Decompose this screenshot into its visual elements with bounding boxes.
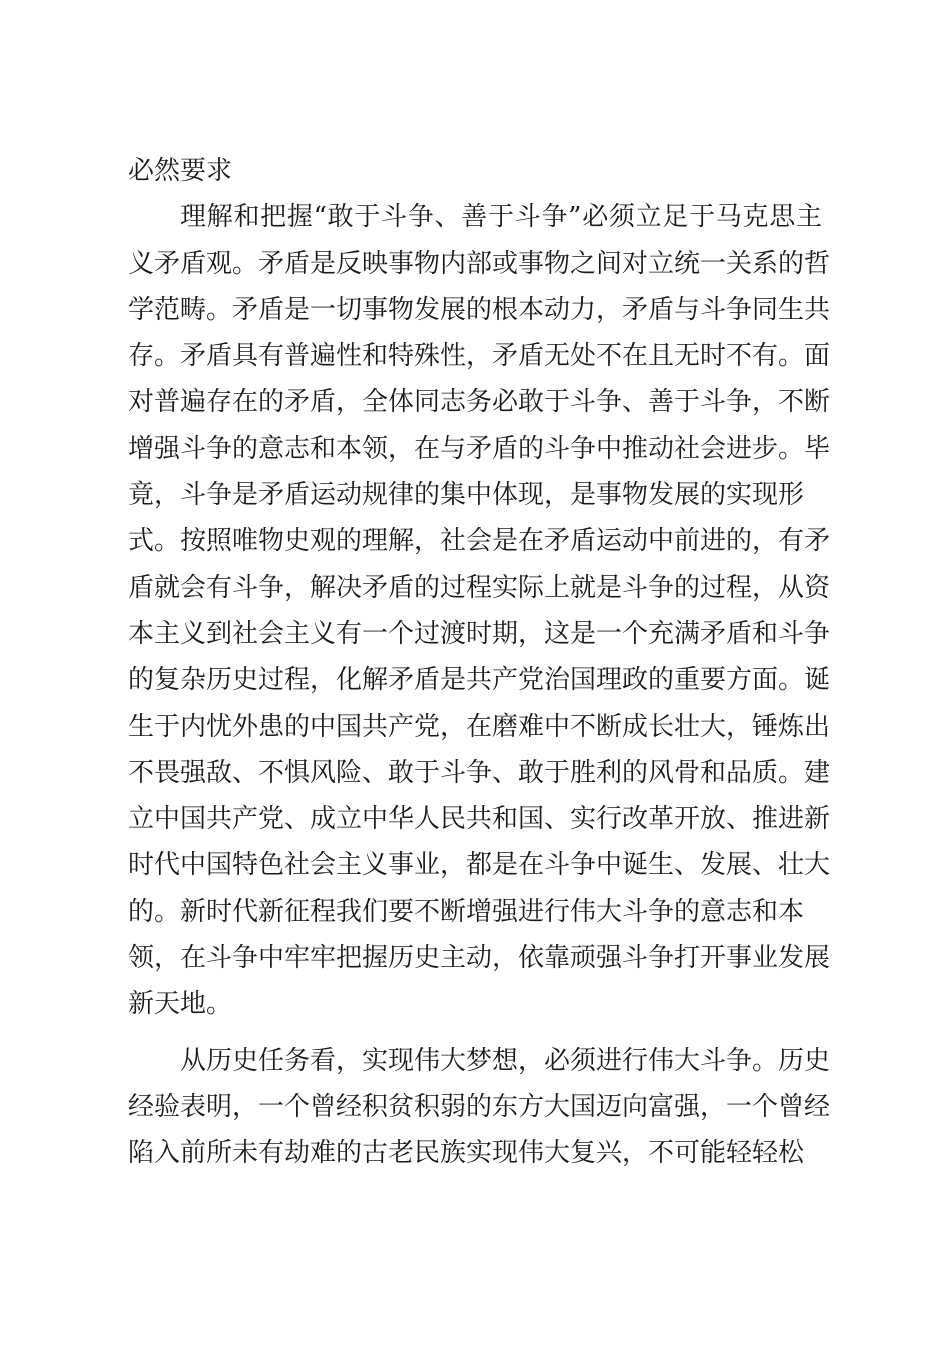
paragraph-line: 新天地。 — [128, 989, 233, 1020]
paragraph-line: 式。按照唯物史观的理解，社会是在矛盾运动中前进的，有矛 — [128, 526, 831, 557]
paragraph-line: 竟，斗争是矛盾运动规律的集中体现，是事物发展的实现形 — [128, 480, 805, 511]
section-heading-tail: 必然要求 — [128, 156, 233, 186]
document-body — [128, 148, 831, 1177]
paragraph-line: 领，在斗争中牢牢把握历史主动，依靠顽强斗争打开事业发展 — [128, 943, 831, 974]
paragraph-2 — [128, 1038, 831, 1177]
paragraph-line: 学范畴。矛盾是一切事物发展的根本动力，矛盾与斗争同生共 — [128, 294, 831, 325]
paragraph-line: 从历史任务看，实现伟大梦想，必须进行伟大斗争。历史 — [180, 1045, 831, 1076]
paragraph-1 — [128, 194, 831, 1027]
paragraph-line: 对普遍存在的矛盾，全体同志务必敢于斗争、善于斗争，不断 — [128, 387, 831, 418]
paragraph-line: 不畏强敌、不惧风险、敢于斗争、敢于胜利的风骨和品质。建 — [128, 757, 831, 788]
paragraph-line: 增强斗争的意志和本领，在与矛盾的斗争中推动社会进步。毕 — [128, 433, 831, 464]
paragraph-line: 的。新时代新征程我们要不断增强进行伟大斗争的意志和本 — [128, 896, 805, 927]
paragraph-line: 存。矛盾具有普遍性和特殊性，矛盾无处不在且无时不有。面 — [128, 341, 831, 372]
paragraph-line: 义矛盾观。矛盾是反映事物内部或事物之间对立统一关系的哲 — [128, 248, 831, 279]
paragraph-line: 理解和把握“敢于斗争、善于斗争”必须立足于马克思主 — [180, 202, 822, 233]
paragraph-line: 生于内忧外患的中国共产党，在磨难中不断成长壮大，锤炼出 — [128, 711, 831, 742]
paragraph-spacer — [128, 1028, 822, 1038]
paragraph-line: 立中国共产党、成立中华人民共和国、实行改革开放、推进新 — [128, 804, 831, 835]
paragraph-line: 的复杂历史过程，化解矛盾是共产党治国理政的重要方面。诞 — [128, 665, 831, 696]
paragraph-line: 本主义到社会主义有一个过渡时期，这是一个充满矛盾和斗争 — [128, 618, 831, 649]
paragraph-line: 时代中国特色社会主义事业，都是在斗争中诞生、发展、壮大 — [128, 850, 831, 881]
paragraph-line: 经验表明，一个曾经积贫积弱的东方大国迈向富强，一个曾经 — [128, 1091, 831, 1122]
paragraph-line: 陷入前所未有劫难的古老民族实现伟大复兴，不可能轻轻松 — [128, 1138, 805, 1169]
paragraph-line: 盾就会有斗争，解决矛盾的过程实际上就是斗争的过程，从资 — [128, 572, 831, 603]
